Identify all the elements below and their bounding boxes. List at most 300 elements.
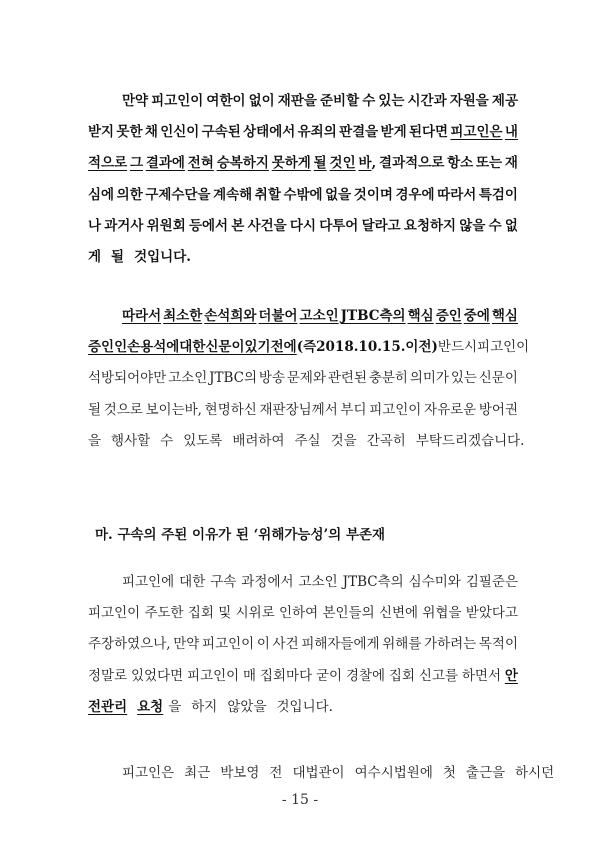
word bbox=[88, 694, 132, 720]
word bbox=[287, 365, 326, 391]
word bbox=[320, 88, 359, 114]
word-text: 특검이 bbox=[478, 186, 518, 203]
word bbox=[130, 150, 143, 176]
word-text: 계속해 bbox=[213, 186, 253, 203]
text-line bbox=[88, 119, 518, 145]
word-text: 본인들의 bbox=[322, 605, 375, 622]
word-text: 인신이 bbox=[160, 124, 200, 141]
word-text: 심에 bbox=[88, 186, 115, 203]
word bbox=[269, 760, 287, 786]
word bbox=[328, 365, 367, 391]
word-text: 달라고 bbox=[361, 217, 401, 234]
word-text: 피고인이 bbox=[88, 605, 141, 622]
word bbox=[322, 600, 374, 626]
word bbox=[339, 119, 378, 145]
text-line bbox=[88, 150, 518, 176]
word bbox=[278, 88, 317, 114]
word-text: 받게 bbox=[380, 124, 407, 141]
word-text: 위협을 bbox=[422, 605, 462, 622]
word bbox=[358, 334, 382, 360]
word bbox=[217, 150, 269, 176]
word bbox=[111, 244, 129, 270]
word-text: 과정에서 bbox=[241, 574, 294, 590]
text-line bbox=[88, 631, 518, 657]
word-text: 것이며 bbox=[353, 186, 393, 203]
word-text: 주실 bbox=[294, 432, 321, 449]
word bbox=[283, 182, 322, 208]
word bbox=[489, 213, 502, 239]
word-text: 관련된 bbox=[327, 370, 367, 387]
word-text: 출근을 bbox=[465, 765, 506, 781]
word bbox=[379, 600, 418, 626]
word-text: 수 bbox=[160, 432, 174, 449]
word bbox=[206, 88, 245, 114]
word bbox=[515, 760, 559, 786]
word-text: 여수시법원에 bbox=[354, 765, 433, 781]
word-text: 없을 bbox=[325, 186, 352, 203]
word bbox=[188, 150, 214, 176]
word bbox=[466, 569, 518, 595]
word bbox=[179, 569, 205, 595]
word bbox=[145, 119, 158, 145]
word-text: 손용석에 bbox=[127, 339, 180, 356]
word-text: 이 bbox=[256, 636, 270, 653]
word bbox=[346, 663, 385, 689]
word bbox=[202, 631, 254, 657]
word bbox=[117, 182, 143, 208]
word bbox=[479, 182, 518, 208]
word bbox=[122, 569, 174, 595]
word bbox=[450, 119, 502, 145]
word-text: 10. bbox=[358, 339, 382, 356]
word bbox=[88, 244, 106, 270]
word-text: 다투어 bbox=[319, 217, 359, 234]
word bbox=[424, 631, 476, 657]
page-number: - 15 - bbox=[281, 792, 319, 808]
word-text: 15. bbox=[381, 339, 406, 356]
word bbox=[505, 119, 518, 145]
word-text: 피고인이 bbox=[201, 636, 255, 653]
word-text: 것으로 bbox=[103, 401, 143, 418]
word bbox=[168, 365, 207, 391]
word bbox=[389, 663, 415, 689]
word-text: 경찰에 bbox=[345, 667, 386, 684]
word-text: 신고를 bbox=[418, 667, 458, 684]
word-text: 재 bbox=[504, 155, 518, 172]
word-text: (즉 bbox=[296, 339, 317, 356]
word bbox=[416, 428, 530, 454]
word-text: 피고인이 bbox=[477, 339, 530, 356]
word-text: 구속 bbox=[210, 574, 237, 590]
word-text: 내 bbox=[504, 124, 518, 141]
text-line bbox=[122, 88, 518, 114]
word bbox=[258, 303, 297, 329]
word bbox=[257, 631, 270, 657]
word bbox=[88, 150, 127, 176]
word-text: 없 bbox=[504, 217, 518, 234]
word bbox=[410, 365, 449, 391]
word bbox=[204, 303, 256, 329]
word bbox=[505, 150, 518, 176]
word-text: 준비할 bbox=[320, 93, 360, 109]
word bbox=[492, 303, 518, 329]
word-text: 전관리 bbox=[88, 698, 128, 715]
word-text: 게 bbox=[88, 249, 102, 265]
word-text: 경우에 bbox=[395, 186, 435, 203]
word-text: 및 bbox=[218, 605, 232, 622]
word-text: 피고인은 bbox=[122, 765, 175, 781]
word-text: 적으로 bbox=[88, 155, 128, 172]
word-text: 방어권 bbox=[478, 401, 518, 418]
word-text: 구속된 bbox=[201, 124, 241, 141]
word-text: 보이는바, bbox=[145, 401, 202, 418]
word-text: 박보영 bbox=[220, 765, 260, 781]
word-text: 않았을 bbox=[227, 698, 267, 715]
word bbox=[451, 365, 477, 391]
word bbox=[191, 694, 222, 720]
word-text: 있는 bbox=[450, 370, 477, 387]
word-text: 본 bbox=[231, 217, 245, 234]
word bbox=[127, 334, 179, 360]
word bbox=[249, 88, 275, 114]
text-line bbox=[88, 397, 518, 423]
word bbox=[243, 663, 256, 689]
word bbox=[202, 119, 241, 145]
word bbox=[419, 663, 458, 689]
word-text: 집회 bbox=[388, 667, 416, 684]
word bbox=[330, 150, 356, 176]
word bbox=[316, 334, 358, 360]
word-text: 다시 bbox=[289, 217, 316, 234]
word bbox=[145, 182, 210, 208]
word-text: 문제와 bbox=[286, 370, 326, 387]
word bbox=[248, 213, 287, 239]
text-line bbox=[122, 303, 518, 329]
word-text: 없이 bbox=[248, 93, 275, 109]
word-text: 주도한 bbox=[144, 605, 184, 622]
word-text: 굳이 bbox=[315, 667, 343, 684]
word-text: 대법관이 bbox=[292, 765, 345, 781]
word bbox=[438, 334, 477, 360]
word bbox=[300, 303, 339, 329]
word bbox=[395, 182, 434, 208]
word-text: 핵심 bbox=[407, 308, 434, 324]
word bbox=[146, 150, 185, 176]
word-text: 부디 bbox=[340, 401, 367, 418]
word-text: 또는 bbox=[476, 155, 503, 172]
word-text: 요청 bbox=[137, 698, 164, 715]
word bbox=[260, 663, 312, 689]
text-line bbox=[88, 694, 518, 720]
word-text: 정말로 bbox=[88, 667, 128, 684]
word bbox=[88, 600, 140, 626]
word bbox=[409, 119, 448, 145]
word bbox=[331, 428, 362, 454]
word-text: 못하게 bbox=[271, 155, 311, 172]
word-text: 채 bbox=[144, 124, 158, 141]
word-text: 2018. bbox=[316, 339, 359, 356]
word-text: 받았다고 bbox=[465, 605, 518, 622]
word bbox=[382, 334, 406, 360]
text-line bbox=[88, 182, 518, 208]
word bbox=[245, 334, 271, 360]
text-line bbox=[88, 428, 525, 454]
word-text: 의한 bbox=[116, 186, 143, 203]
word bbox=[492, 88, 518, 114]
word bbox=[184, 760, 215, 786]
word bbox=[409, 569, 461, 595]
word-text: 등에서 bbox=[188, 217, 229, 234]
word bbox=[146, 397, 202, 423]
word-text: , bbox=[371, 155, 377, 172]
word bbox=[205, 334, 244, 360]
word-text: 신문이 bbox=[478, 370, 518, 387]
word-text: 심수미와 bbox=[408, 574, 461, 590]
word-text: 의미가 bbox=[409, 370, 449, 387]
word-text: 피해자들에게 bbox=[301, 636, 380, 653]
word-text: 피고인이 bbox=[151, 93, 204, 109]
word bbox=[422, 600, 461, 626]
word bbox=[505, 213, 518, 239]
word bbox=[340, 397, 366, 423]
word bbox=[131, 663, 183, 689]
word bbox=[314, 150, 327, 176]
word bbox=[404, 213, 456, 239]
word bbox=[88, 631, 171, 657]
word-text: 목적이 bbox=[478, 636, 518, 653]
word bbox=[137, 694, 186, 720]
word-text: 결과적으로 bbox=[379, 155, 445, 172]
word bbox=[450, 88, 489, 114]
word-text: 그 bbox=[129, 155, 143, 172]
word bbox=[319, 213, 358, 239]
word bbox=[232, 428, 289, 454]
text-line bbox=[88, 334, 530, 360]
word-text: 항소 bbox=[447, 155, 474, 172]
word bbox=[231, 213, 244, 239]
word-text: 만약 bbox=[173, 636, 200, 653]
word-text: 최소한 bbox=[163, 308, 203, 324]
word bbox=[255, 182, 281, 208]
word bbox=[260, 397, 338, 423]
word bbox=[241, 569, 293, 595]
word bbox=[298, 119, 337, 145]
word bbox=[147, 213, 186, 239]
word bbox=[122, 303, 161, 329]
word-text: 수 bbox=[488, 217, 502, 234]
word bbox=[462, 663, 501, 689]
word-text: 하지 bbox=[191, 698, 218, 715]
word bbox=[466, 600, 518, 626]
word bbox=[341, 303, 406, 329]
word-text: 받지 bbox=[88, 124, 115, 141]
word-text: JTBC의 bbox=[209, 370, 258, 387]
word-text: 고소인 bbox=[299, 308, 339, 324]
word bbox=[218, 600, 231, 626]
word bbox=[160, 428, 178, 454]
word bbox=[205, 397, 257, 423]
word-text: 집회 bbox=[187, 605, 214, 622]
word-text: 피고인은 bbox=[450, 124, 503, 141]
word-text: 을 bbox=[88, 432, 102, 449]
word-text: 매 bbox=[243, 667, 257, 684]
text-line bbox=[88, 600, 518, 626]
word bbox=[134, 244, 196, 270]
word-text: 을 bbox=[168, 698, 182, 715]
word-text: 사건을 bbox=[247, 217, 287, 234]
word bbox=[354, 182, 393, 208]
word bbox=[316, 663, 342, 689]
word bbox=[209, 365, 257, 391]
word-text: 여한이 bbox=[206, 93, 246, 109]
word-text: 방송 bbox=[258, 370, 286, 387]
word-text: 고소인 bbox=[168, 370, 208, 387]
word bbox=[505, 663, 518, 689]
word bbox=[476, 150, 502, 176]
word bbox=[464, 303, 490, 329]
word bbox=[273, 631, 299, 657]
word bbox=[88, 397, 101, 423]
word bbox=[88, 213, 101, 239]
word-text: 대한 bbox=[179, 339, 206, 356]
word bbox=[379, 150, 444, 176]
word-text: 안 bbox=[504, 667, 518, 684]
word bbox=[479, 631, 518, 657]
word-text: 가하려는 bbox=[424, 636, 477, 653]
word bbox=[243, 119, 295, 145]
word-text: 고소인 bbox=[298, 574, 338, 590]
word bbox=[88, 365, 166, 391]
word-text: 있었다면 bbox=[130, 667, 184, 684]
word-text: 간곡히 bbox=[366, 432, 406, 449]
word bbox=[88, 334, 127, 360]
word bbox=[111, 428, 155, 454]
word-text: 하시던 bbox=[515, 765, 555, 781]
word bbox=[210, 569, 236, 595]
word bbox=[276, 694, 337, 720]
word-text: 재판장님께서 bbox=[259, 401, 338, 418]
word-text: 것입니다. bbox=[134, 249, 191, 265]
word-text: 전 bbox=[269, 765, 283, 781]
word bbox=[151, 88, 203, 114]
word bbox=[408, 88, 447, 114]
word bbox=[122, 760, 179, 786]
word-text: 사건 bbox=[272, 636, 299, 653]
word-text: 부탁드리겠습니다. bbox=[415, 432, 525, 449]
word-text: 행사할 bbox=[111, 432, 151, 449]
word bbox=[116, 119, 142, 145]
word bbox=[88, 663, 127, 689]
word-text: 주장하였으나, bbox=[88, 636, 171, 653]
text-line bbox=[88, 213, 518, 239]
word-text: 있도록 bbox=[183, 432, 223, 449]
word-text: 따라서 bbox=[437, 186, 477, 203]
word bbox=[272, 150, 311, 176]
word bbox=[301, 631, 379, 657]
word-text: 대한 bbox=[179, 574, 206, 590]
word bbox=[220, 760, 264, 786]
word-text: 인하여 bbox=[279, 605, 319, 622]
word bbox=[355, 760, 438, 786]
word-text: 따라서 bbox=[122, 308, 162, 324]
word-text: 승복하지 bbox=[216, 155, 269, 172]
word-text: 만약 bbox=[122, 93, 149, 109]
word bbox=[367, 428, 411, 454]
word-text: 취할 bbox=[254, 186, 281, 203]
word-text: 과거사 bbox=[104, 217, 144, 234]
word bbox=[405, 334, 437, 360]
word-text: 않을 bbox=[459, 217, 486, 234]
word bbox=[292, 760, 349, 786]
word bbox=[271, 334, 317, 360]
word-text: 재판을 bbox=[277, 93, 317, 109]
word bbox=[325, 182, 351, 208]
word-text: 피고인에 bbox=[122, 574, 175, 590]
word-text: 위원회 bbox=[146, 217, 186, 234]
word-text: 배려하여 bbox=[232, 432, 285, 449]
word bbox=[104, 213, 143, 239]
word bbox=[183, 428, 227, 454]
word-text: 자원을 bbox=[449, 93, 489, 109]
word bbox=[378, 88, 404, 114]
word-text: 자유로운 bbox=[424, 401, 477, 418]
word bbox=[436, 303, 462, 329]
word-text: 판결을 bbox=[339, 124, 379, 141]
word-text: JTBC측의 bbox=[342, 574, 404, 590]
word bbox=[382, 631, 421, 657]
word bbox=[459, 213, 485, 239]
word-text: 상태에서 bbox=[243, 124, 296, 141]
word-text: 유죄의 bbox=[297, 124, 337, 141]
word bbox=[163, 303, 202, 329]
word-text: 신변에 bbox=[378, 605, 419, 622]
word-text: 증인 bbox=[435, 308, 462, 324]
word bbox=[295, 428, 326, 454]
word-text: 것입니다. bbox=[276, 698, 333, 715]
word-text: 바 bbox=[358, 155, 372, 172]
word bbox=[88, 119, 114, 145]
word bbox=[279, 600, 318, 626]
word bbox=[160, 119, 199, 145]
word-text: 반드시 bbox=[437, 339, 478, 356]
word-text: 충분히 bbox=[368, 370, 408, 387]
word bbox=[447, 150, 473, 176]
word bbox=[343, 569, 404, 595]
word bbox=[381, 119, 407, 145]
word bbox=[187, 663, 239, 689]
word bbox=[144, 600, 183, 626]
word bbox=[437, 182, 476, 208]
word-text: 첫 bbox=[442, 765, 456, 781]
word-text: 더불어 bbox=[258, 308, 298, 324]
word-text: 피고인이 bbox=[187, 667, 240, 684]
word-text: 될 bbox=[313, 155, 327, 172]
word bbox=[443, 760, 461, 786]
word bbox=[424, 397, 476, 423]
word bbox=[179, 334, 205, 360]
word-text: 시위로 bbox=[235, 605, 275, 622]
word-text: 될 bbox=[88, 401, 102, 418]
word bbox=[479, 365, 518, 391]
word bbox=[362, 213, 401, 239]
word-text: 요청하지 bbox=[403, 217, 457, 234]
word bbox=[104, 397, 143, 423]
text-line bbox=[88, 365, 518, 391]
text-line bbox=[88, 244, 518, 270]
word bbox=[477, 334, 529, 360]
word-text: 것인 bbox=[329, 155, 356, 172]
word bbox=[173, 631, 199, 657]
